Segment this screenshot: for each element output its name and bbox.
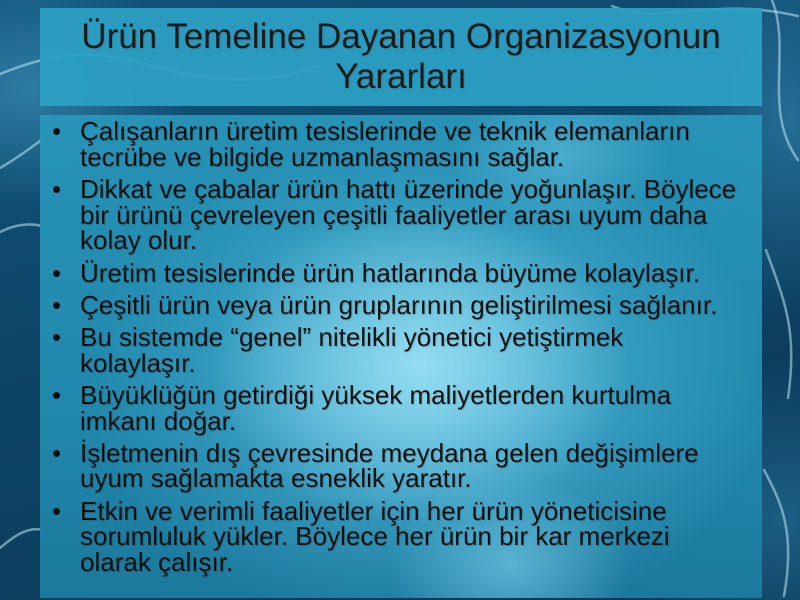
background-wave xyxy=(0,529,44,548)
bullet-marker: • xyxy=(52,321,62,352)
background-wave xyxy=(764,470,788,596)
bullet-text-line: Bu sistemde “genel” nitelikli yönetici yetiştirmek xyxy=(80,321,624,352)
background-wave xyxy=(0,138,44,168)
bullet-item xyxy=(40,289,762,320)
bullet-marker: • xyxy=(52,289,62,320)
bullet-text-line: Büyüklüğün getirdiği yüksek maliyetlerden kurtulma xyxy=(80,379,672,410)
bullet-text-line: Üretim tesislerinde ürün hatlarında büyüme kolaylaşır. xyxy=(80,257,700,288)
bullet-text-line: İşletmenin dış çevresinde meydana gelen değişimlere xyxy=(80,437,699,468)
bullet-item xyxy=(40,173,762,256)
bullet-item xyxy=(40,437,762,494)
bullet-marker: • xyxy=(52,116,62,146)
bullet-text-line: Etkin ve verimli faaliyetler için her ürün yöneticisine xyxy=(80,495,667,526)
bullet-item xyxy=(40,379,762,436)
slide-title-line: Yararları xyxy=(335,57,467,96)
background-wave xyxy=(0,224,42,232)
bullet-list xyxy=(40,115,762,576)
bullet-text-line: Çalışanların üretim tesislerinde ve teknik elemanların xyxy=(80,116,690,146)
bullet-marker: • xyxy=(52,257,62,288)
bullet-marker: • xyxy=(52,495,62,526)
background-wave xyxy=(766,250,791,398)
bullet-item xyxy=(40,257,762,288)
slide-title-line: Ürün Temeline Dayanan Organizasyonun xyxy=(81,17,721,56)
bullet-text-line: Çeşitli ürün veya ürün gruplarının geliştirilmesi sağlanır. xyxy=(80,289,718,320)
bullet-text-line: tecrübe ve bilgide uzmanlaşmasını sağlar. xyxy=(80,141,565,172)
bullet-text-line: bir ürünü çevreleyen çeşitli faaliyetler arası uyum daha xyxy=(80,199,708,230)
bullet-marker: • xyxy=(52,437,62,468)
title-box xyxy=(40,8,762,106)
bullet-text-line: kolay olur. xyxy=(80,225,198,256)
bullet-item xyxy=(40,116,762,172)
bullet-marker: • xyxy=(52,173,62,204)
bullet-text-line: uyum sağlamakta esneklik yaratır. xyxy=(80,463,472,494)
bullet-text-line: Dikkat ve çabalar ürün hattı üzerinde yoğunlaşır. Böylece xyxy=(80,173,737,204)
background-wave xyxy=(772,0,798,160)
bullet-text-line: kolaylaşır. xyxy=(80,347,196,378)
bullet-marker: • xyxy=(52,379,62,410)
bullet-item xyxy=(40,321,762,378)
bullet-item xyxy=(40,495,762,578)
bullet-text-line: sorumluluk yükler. Böylece her ürün bir kar merkezi xyxy=(80,521,670,552)
slide-title xyxy=(81,17,720,97)
content-box xyxy=(40,115,762,598)
bullet-text-line: imkanı doğar. xyxy=(80,405,237,436)
bullet-text-line: olarak çalışır. xyxy=(80,547,234,578)
